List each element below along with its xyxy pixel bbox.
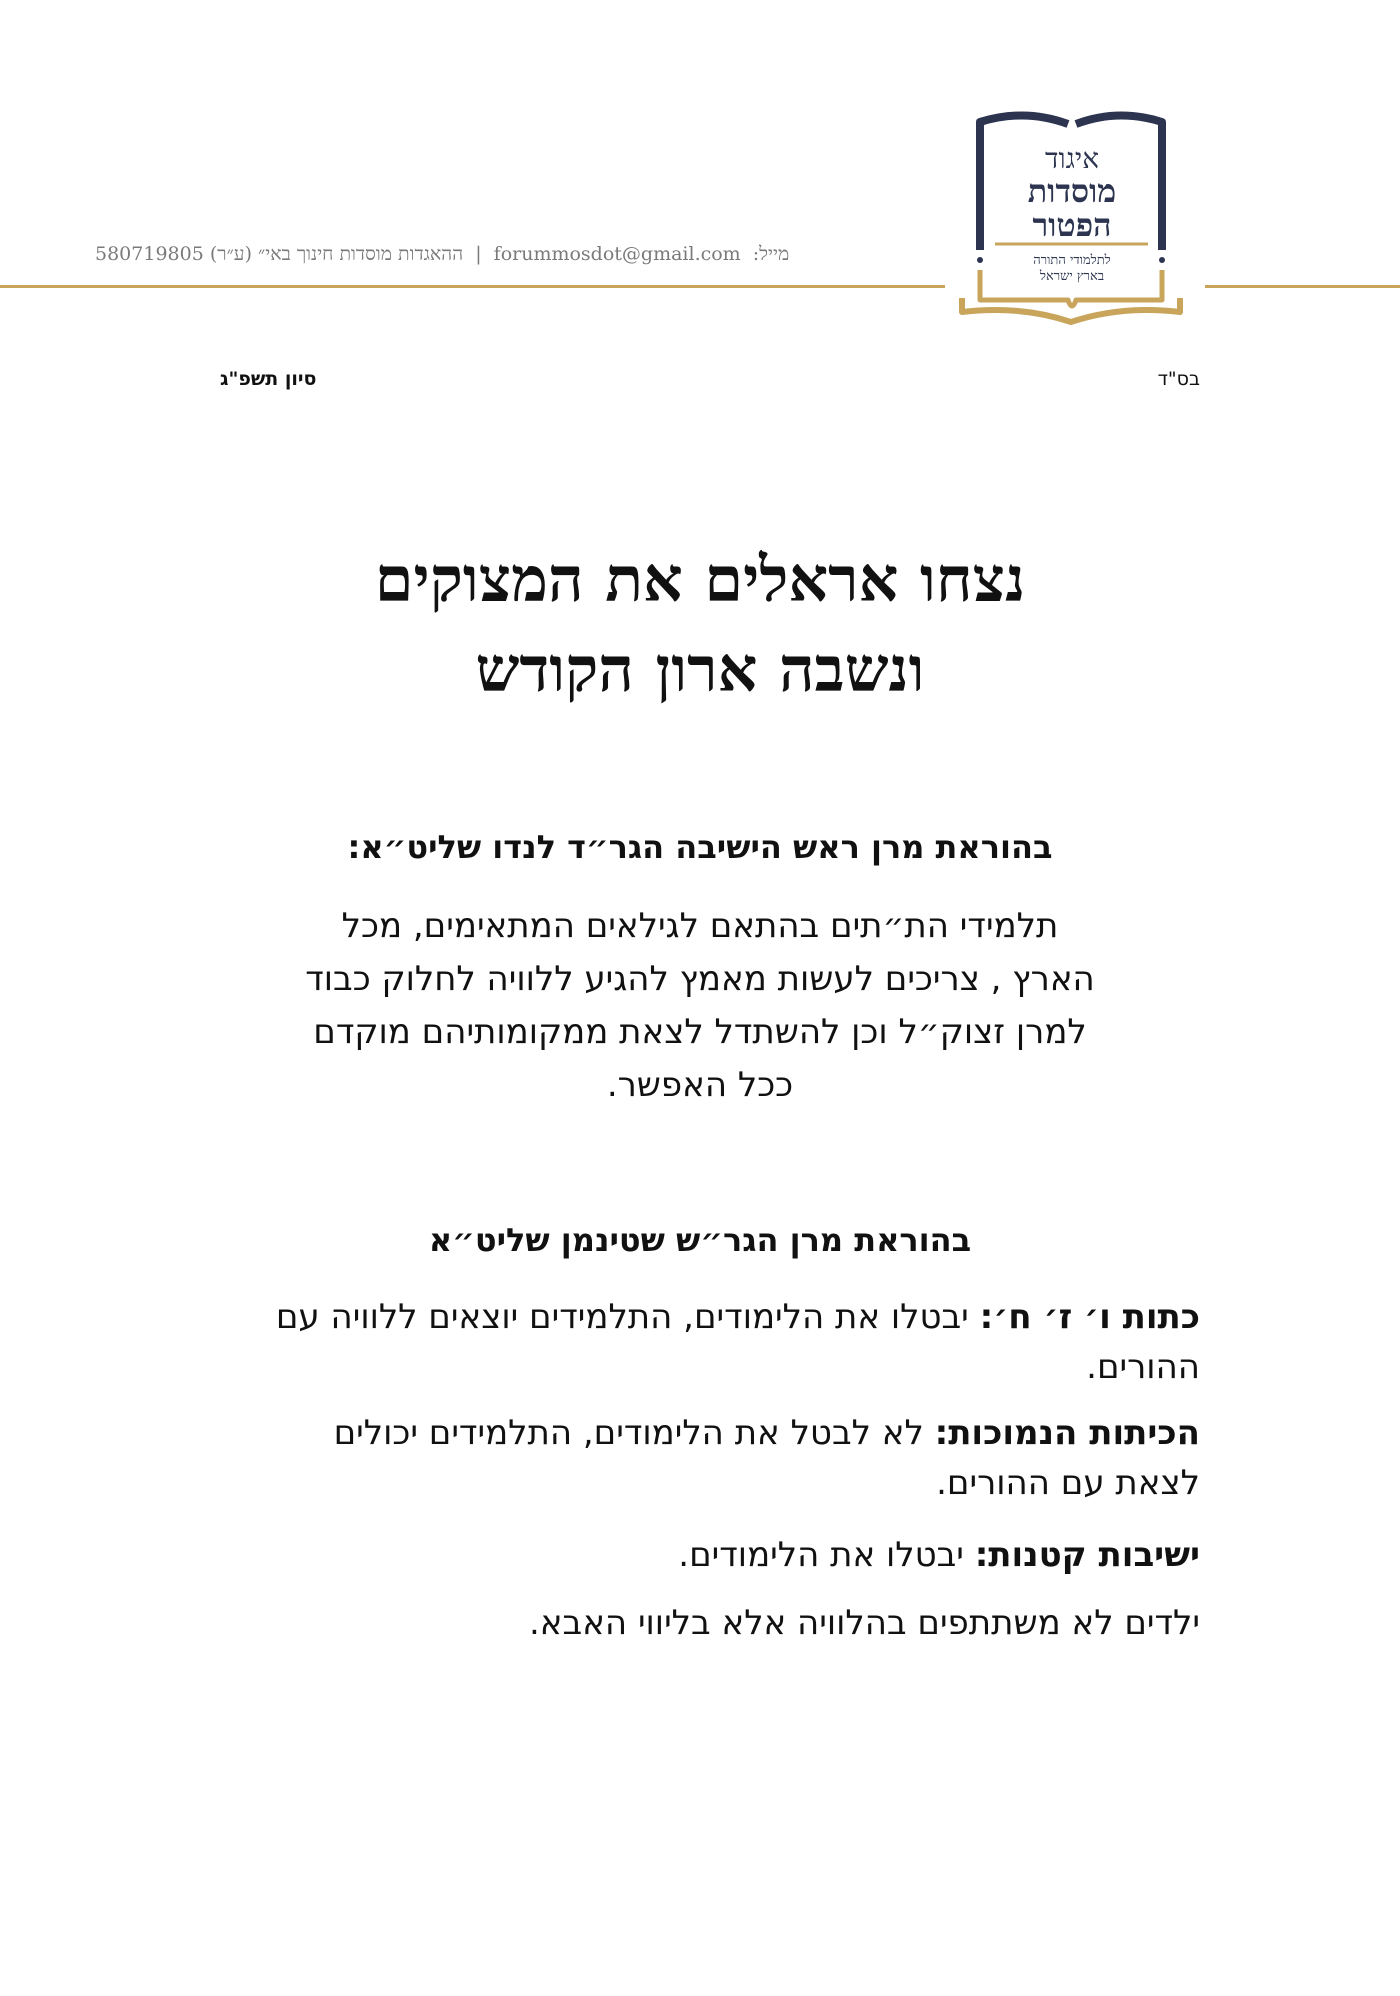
- contact-separator: |: [475, 243, 482, 265]
- logo-text-line2: מוסדות: [1027, 172, 1117, 210]
- header-rule-left: [0, 285, 945, 288]
- email-address: forummosdot@gmail.com: [493, 243, 741, 265]
- instruction-text: יבטלו את הלימודים, התלמידים יוצאים ללוויה עם ההורים.: [275, 1297, 1200, 1387]
- instruction-grades-6-8: [250, 1292, 1200, 1392]
- bsd-mark: בס"ד: [1157, 368, 1200, 390]
- document-date: סיון תשפ"ג: [220, 368, 317, 390]
- instruction-text: לא לבטל את הלימודים, התלמידים יכולים לצאת עם ההורים.: [333, 1413, 1200, 1503]
- headline-line2: ונשבה ארון הקודש: [475, 633, 925, 706]
- logo-text-line1: איגוד: [1044, 142, 1100, 175]
- instruction-label: ישיבות קטנות:: [974, 1535, 1200, 1575]
- instruction-children: ילדים לא משתתפים בהלוויה אלא בליווי האבא.: [529, 1603, 1200, 1643]
- instruction-text: יבטלו את הלימודים.: [678, 1535, 975, 1575]
- section1-line3: למרן זצוק״ל וכן להשתדל לצאת ממקומותיהם מוקדם: [313, 1012, 1087, 1052]
- logo-text-line3: הפטור: [1032, 206, 1112, 244]
- letterhead: [0, 0, 1400, 340]
- section1-line4: ככל האפשר.: [606, 1065, 794, 1105]
- instruction-yeshivot-ketanot: [250, 1530, 1200, 1580]
- section1-paragraph: [225, 900, 1175, 1112]
- section2-heading: בהוראת מרן הגר״ש שטינמן שליט״א: [428, 1221, 972, 1259]
- logo-subtitle-line2: בארץ ישראל: [1039, 269, 1105, 284]
- section1-line2: הארץ , צריכים לעשות מאמץ להגיע ללוויה לחלוק כבוד: [305, 959, 1095, 999]
- contact-line: [95, 243, 855, 266]
- instruction-lower-grades: [250, 1408, 1200, 1508]
- registration-number: 580719805 (ע״ר): [95, 243, 252, 265]
- section1-heading: בהוראת מרן ראש הישיבה הגר״ד לנדו שליט״א:: [347, 828, 1053, 866]
- section1-line1: תלמידי הת״תים בהתאם לגילאים המתאימים, מכל: [341, 906, 1059, 946]
- email-label: :מייל: [752, 243, 790, 265]
- logo-subtitle-line1: לתלמודי התורה: [1033, 253, 1111, 268]
- instruction-label: כתות ו׳ ז׳ ח׳:: [979, 1297, 1200, 1337]
- organization-logo: [950, 100, 1195, 330]
- document-meta-row: [220, 368, 1200, 398]
- instruction-label: הכיתות הנמוכות:: [934, 1413, 1200, 1453]
- headline-line1: נצחו אראלים את המצוקים: [374, 543, 1026, 616]
- association-name: ההאגדות מוסדות חינוך באי״: [258, 243, 464, 265]
- header-rule-right: [1205, 285, 1400, 288]
